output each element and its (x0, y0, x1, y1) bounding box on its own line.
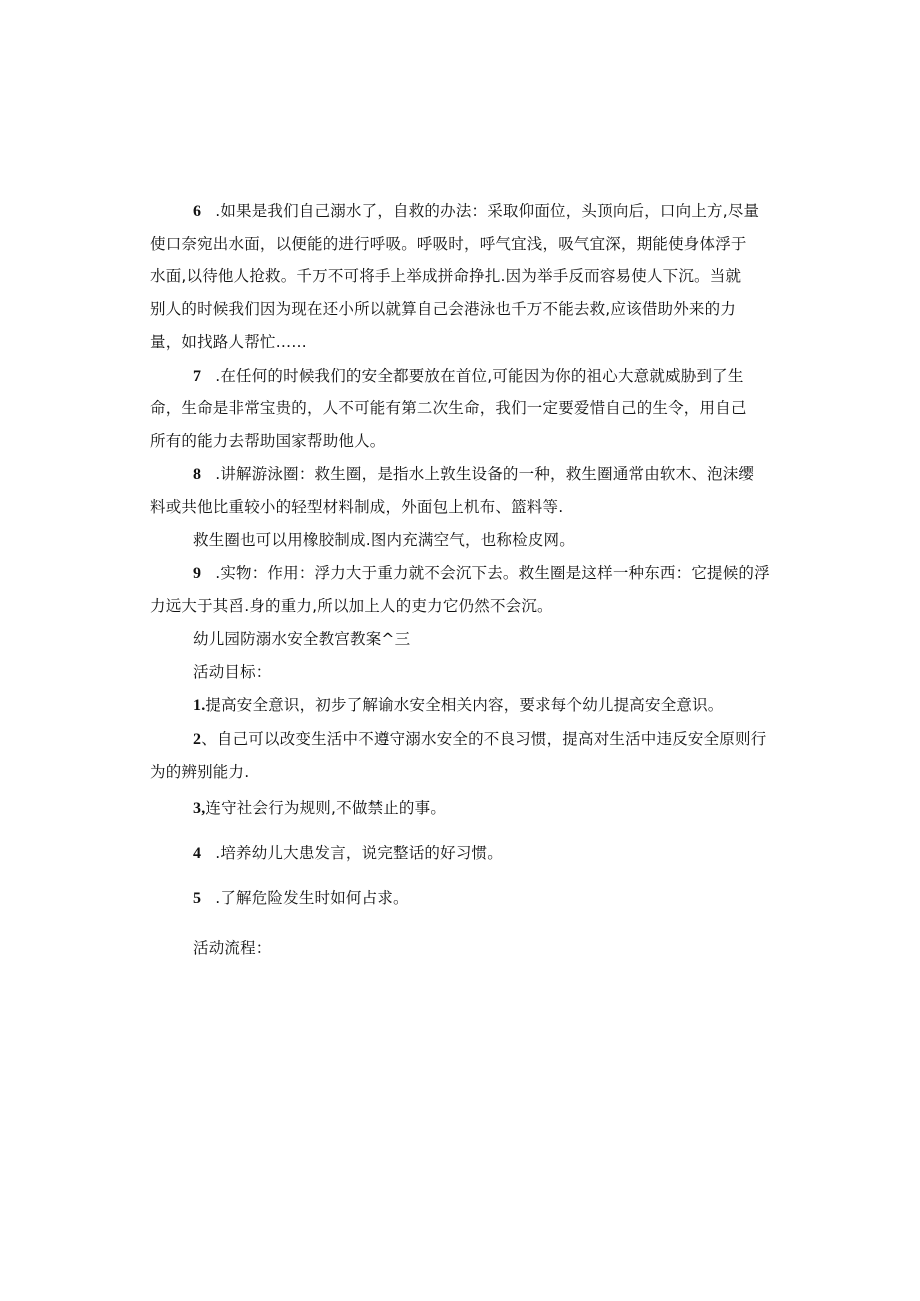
goal2-line2: 为的辨别能力. (150, 763, 250, 781)
item7-line1 (193, 366, 744, 387)
goal3-number: 3, (193, 800, 206, 817)
goal2-number: 2 (193, 731, 202, 748)
goal2-line1 (193, 729, 766, 750)
item9-line2: 力远大于其舀.身的重力,所以加上人的吏力它仍然不会沉。 (150, 597, 553, 615)
goal4-number: 4 (193, 845, 202, 862)
item7-line3: 所有的能力去帮助国家帮助他人。 (150, 432, 386, 450)
item6-text1: .如果是我们自己溺水了，自救的办法：采取仰面位，头顶向后，口向上方,尽量 (215, 202, 760, 220)
item6-line5: 量，如找路人帮忙…… (150, 333, 308, 351)
goal4-text: .培养幼儿大患发言，说完整话的好习惯。 (215, 844, 503, 862)
item6-line3: 水面,以待他人抢救。千万不可将手上举成拼命挣扎.因为举手反而容易使人下沉。当就 (150, 267, 742, 285)
item8-text1: .讲解游泳圈：救生圈，是指水上敦生设备的一种，救生圈通常由软木、泡沫缨 (215, 465, 755, 483)
process-heading: 活动流程： (193, 939, 272, 957)
goal5-number: 5 (193, 890, 202, 907)
item8-line1 (193, 464, 754, 485)
item7-line2: 命，生命是非常宝贵的，人不可能有第二次生命，我们一定要爱惜自己的生令，用自己 (150, 399, 747, 417)
item6-line4: 别人的时候我们因为现在还小所以就算自己会港泳也千万不能去救,应该借助外来的力 (150, 300, 737, 318)
goal5-line (193, 888, 409, 909)
item8-line2: 料或共他比重较小的轻型材料制成，外面包上机布、篮料等. (150, 498, 564, 516)
goal2-text1: 、自己可以改变生活中不遵守溺水安全的不良习惯，提高对生活中违反安全原则行 (201, 730, 767, 748)
section-title: 幼儿园防溺水安全教宫教案^三 (193, 630, 411, 648)
goal1-text: 提高安全意识，初步了解谕水安全相关内容，要求每个幼儿提高安全意识。 (205, 696, 724, 714)
item9-line1 (193, 563, 770, 584)
item9-number: 9 (193, 565, 202, 582)
goal1-number: 1. (193, 697, 206, 714)
goal3-line (193, 798, 446, 819)
item7-number: 7 (193, 368, 202, 385)
item9-text1: .实物：作用：浮力大于重力就不会沉下去。救生圈是这样一种东西：它提候的浮 (215, 564, 770, 582)
item6-number: 6 (193, 203, 202, 220)
item8-line3: 救生圈也可以用橡胶制成.图内充满空气，也称检皮网。 (193, 531, 575, 549)
item8-number: 8 (193, 466, 202, 483)
goal4-line (193, 843, 503, 864)
item6-line1 (193, 201, 759, 222)
goal5-text: .了解危险发生时如何占求。 (215, 889, 409, 907)
item6-line2: 使口奈宛出水面，以便能的进行呼吸。呼吸时，呼气宜浅，吸气宜深，期能使身体浮于 (150, 235, 747, 253)
goal1-line (193, 695, 724, 716)
goal3-text: 连守社会行为规则,不做禁止的事。 (205, 799, 447, 817)
item7-text1: .在任何的时候我们的安全都要放在首位,可能因为你的祖心大意就威胁到了生 (215, 367, 744, 385)
goals-heading: 活动目标： (193, 663, 272, 681)
